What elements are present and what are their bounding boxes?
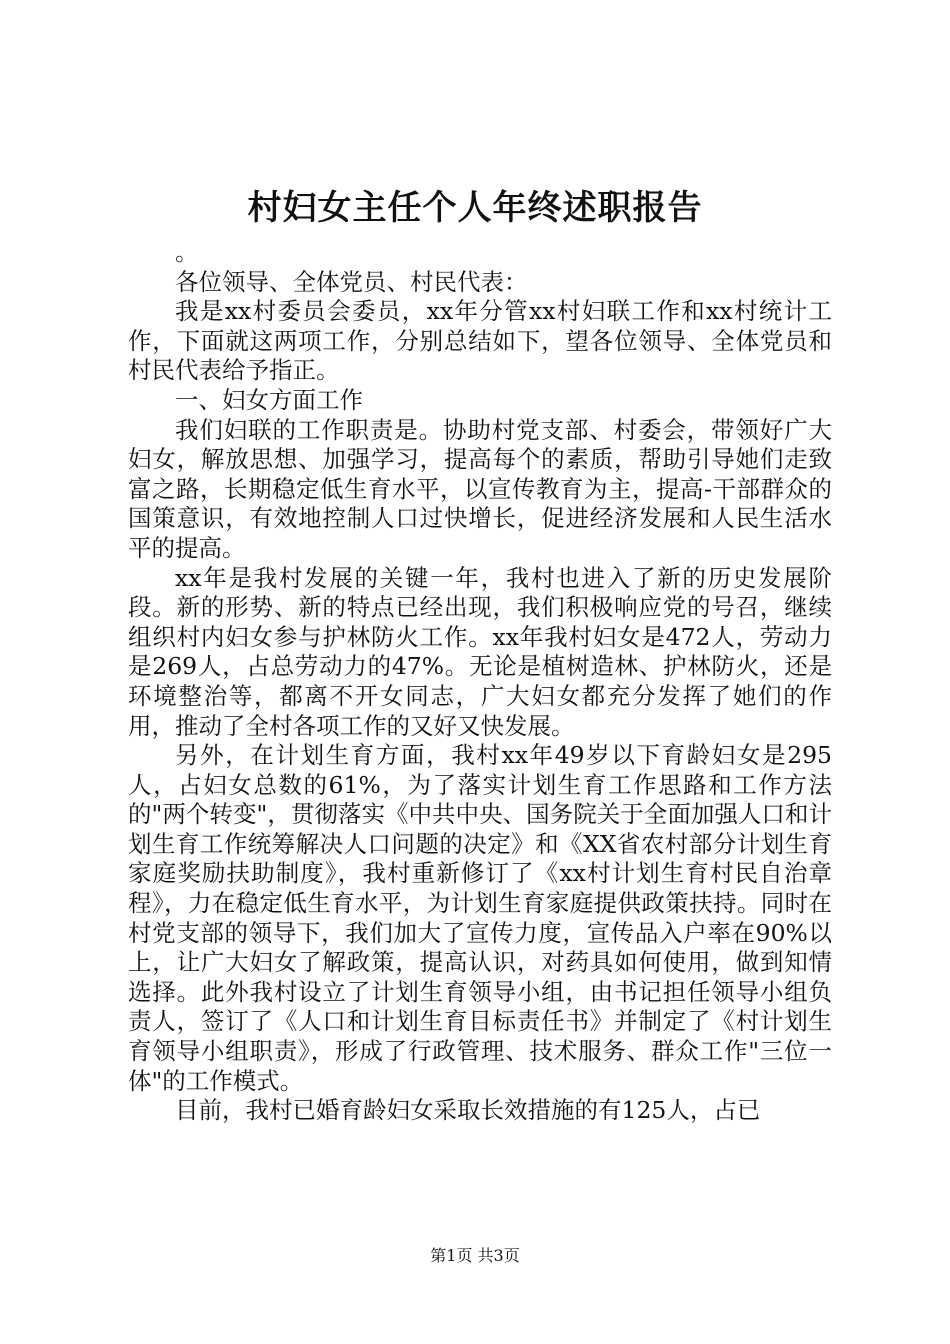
- document-body: [128, 238, 832, 1126]
- paragraph-duties: 我们妇联的工作职责是。协助村党支部、村委会，带领好广大妇女，解放思想、加强学习，提高每个的素质，帮助引导她们走致富之路，长期稳定低生育水平，以宣传教育为主，提高-干部群众的国策意识，有效地控制人口过快增长，促进经济发展和人民生活水平的提高。: [128, 415, 832, 562]
- section-heading-women-work: 一、妇女方面工作: [175, 385, 363, 414]
- page-footer: 第1页 共3页: [430, 1246, 520, 1265]
- paragraph-development: xx年是我村发展的关键一年，我村也进入了新的历史发展阶段。新的形势、新的特点已经出现，我们积极响应党的号召，继续组织村内妇女参与护林防火工作。xx年我村妇女是472人，劳动力是269人，占总劳动力的47%。无论是植树造林、护林防火，还是环境整治等，都离不开女同志，广大妇女都充分发挥了她们的作用，推动了全村各项工作的又好又快发展。: [128, 563, 832, 740]
- paragraph-intro: 我是xx村委员会委员，xx年分管xx村妇联工作和xx村统计工作，下面就这两项工作，分别总结如下，望各位领导、全体党员和村民代表给予指正。: [128, 297, 832, 385]
- paragraph-lead-mark: 。: [175, 238, 199, 266]
- paragraph-family-planning: 另外，在计划生育方面，我村xx年49岁以下育龄妇女是295人，占妇女总数的61%，为了落实计划生育工作思路和工作方法的"两个转变"，贯彻落实《中共中央、国务院关于全面加强人口和计划生育工作统筹解决人口问题的决定》和《XX省农村部分计划生育家庭奖励扶助制度》，我村重新修订了《xx村计划生育村民自治章程》，力在稳定低生育水平，为计划生育家庭提供政策扶持。同时在村党支部的领导下，我们加大了宣传力度，宣传品入户率在90%以上，让广大妇女了解政策，提高认识，对药具如何使用，做到知情选择。此外我村设立了计划生育领导小组，由书记担任领导小组负责人，签订了《人口和计划生育目标责任书》并制定了《村计划生育领导小组职责》，形成了行政管理、技术服务、群众工作"三位一体"的工作模式。: [128, 741, 832, 1095]
- document-title: 村妇女主任个人年终述职报告: [247, 188, 703, 228]
- paragraph-salutation: 各位领导、全体党员、村民代表：: [175, 267, 528, 296]
- paragraph-current-status: 目前，我村已婚育龄妇女采取长效措施的有125人，占已: [175, 1096, 761, 1125]
